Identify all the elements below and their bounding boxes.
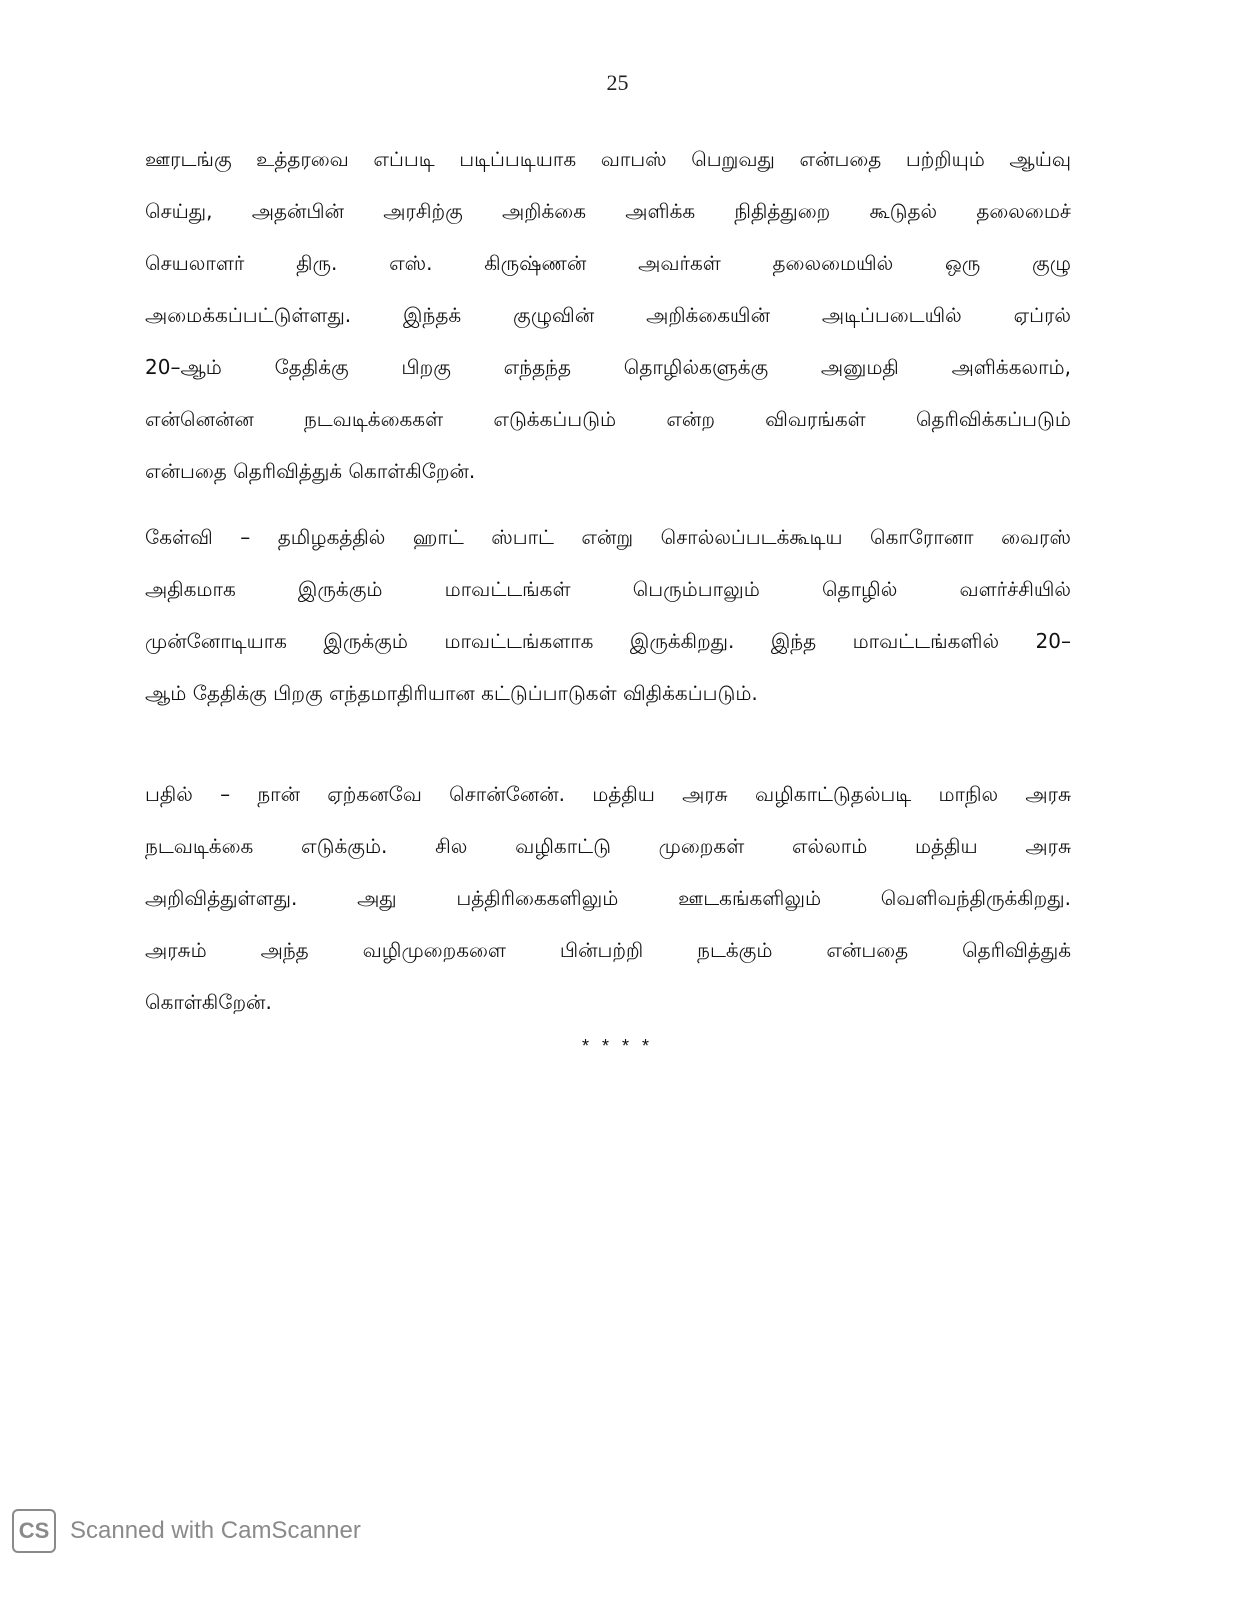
- paragraph-line: அறிவித்துள்ளது. அது பத்திரிகைகளிலும் ஊடகங்களிலும் வெளிவந்திருக்கிறது.: [145, 886, 1071, 910]
- paragraph-answer: [145, 768, 1071, 1028]
- paragraph-line: என்பதை தெரிவித்துக் கொள்கிறேன்.: [145, 459, 476, 483]
- page-number: 25: [606, 70, 629, 95]
- camscanner-watermark: [12, 1503, 361, 1559]
- paragraph-line: 20–ஆம் தேதிக்கு பிறகு எந்தந்த தொழில்களுக்கு அனுமதி அளிக்கலாம்,: [145, 355, 1071, 379]
- watermark-text: Scanned with CamScanner: [70, 1517, 361, 1544]
- paragraph-line: ஊரடங்கு உத்தரவை எப்படி படிப்படியாக வாபஸ் பெறுவது என்பதை பற்றியும் ஆய்வு: [145, 147, 1071, 171]
- paragraph-line: அரசும் அந்த வழிமுறைகளை பின்பற்றி நடக்கும் என்பதை தெரிவித்துக்: [145, 938, 1071, 962]
- paragraph-question: [145, 511, 1071, 719]
- paragraph-line: முன்னோடியாக இருக்கும் மாவட்டங்களாக இருக்கிறது. இந்த மாவட்டங்களில் 20–: [145, 629, 1071, 653]
- camscanner-logo-icon: CS: [12, 1509, 56, 1553]
- paragraph-line: அதிகமாக இருக்கும் மாவட்டங்கள் பெரும்பாலும் தொழில் வளர்ச்சியில்: [145, 577, 1071, 601]
- paragraph-line: நடவடிக்கை எடுக்கும். சில வழிகாட்டு முறைகள் எல்லாம் மத்திய அரசு: [145, 834, 1071, 858]
- paragraph-line: செய்து, அதன்பின் அரசிற்கு அறிக்கை அளிக்க நிதித்துறை கூடுதல் தலைமைச்: [145, 199, 1071, 223]
- paragraph-line: பதில் – நான் ஏற்கனவே சொன்னேன். மத்திய அரசு வழிகாட்டுதல்படி மாநில அரசு: [145, 782, 1071, 806]
- paragraph-line: கேள்வி – தமிழகத்தில் ஹாட் ஸ்பாட் என்று சொல்லப்படக்கூடிய கொரோனா வைரஸ்: [145, 525, 1071, 549]
- paragraph-line: என்னென்ன நடவடிக்கைகள் எடுக்கப்படும் என்ற விவரங்கள் தெரிவிக்கப்படும்: [145, 407, 1071, 431]
- paragraph-intro: [145, 133, 1071, 497]
- end-of-document-mark: * * * *: [581, 1036, 654, 1056]
- paragraph-line: அமைக்கப்பட்டுள்ளது. இந்தக் குழுவின் அறிக்கையின் அடிப்படையில் ஏப்ரல்: [145, 303, 1071, 327]
- paragraph-line: செயலாளர் திரு. எஸ். கிருஷ்ணன் அவர்கள் தலைமையில் ஒரு குழு: [145, 251, 1071, 275]
- paragraph-line: கொள்கிறேன்.: [145, 990, 272, 1014]
- paragraph-line: ஆம் தேதிக்கு பிறகு எந்தமாதிரியான கட்டுப்பாடுகள் விதிக்கப்படும்.: [145, 681, 758, 705]
